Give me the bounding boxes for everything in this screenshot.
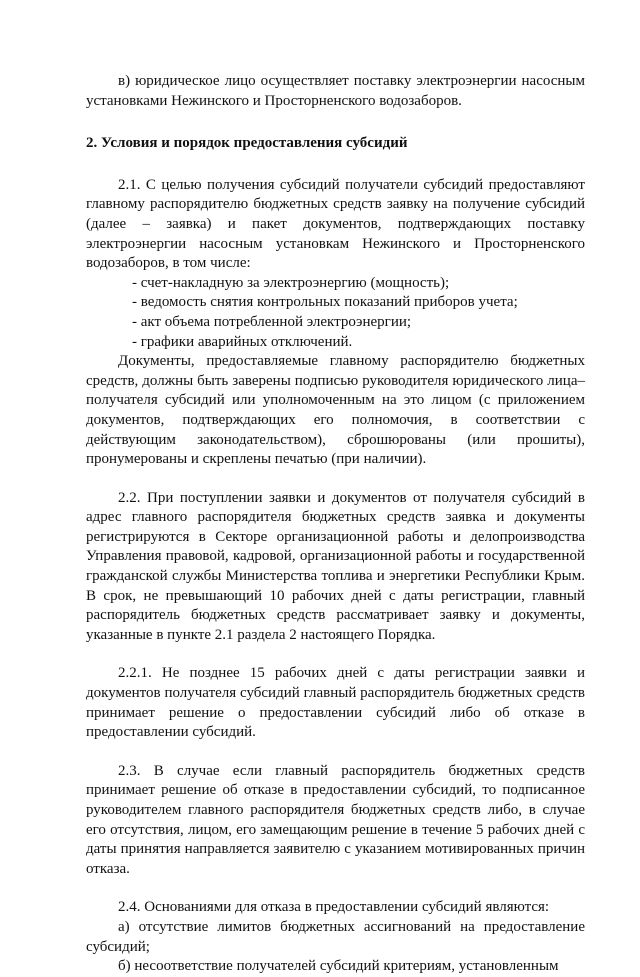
list-item: - ведомость снятия контрольных показаний приборов учета; (132, 294, 518, 311)
list-item: - акт объема потребленной электроэнергии; (132, 313, 412, 330)
section-heading: 2. Условия и порядок предоставления субсидий (86, 135, 408, 152)
list-item: - графики аварийных отключений. (132, 333, 353, 350)
paragraph-2-4-a: а) отсутствие лимитов бюджетных ассигнований на предоставление субсидий; (86, 918, 585, 955)
paragraph-v: в) юридическое лицо осуществляет поставку электроэнергии насосным установками Нежинского и Просторненского водозаборов. (86, 73, 585, 109)
paragraph-2-1: 2.1. С целью получения субсидий получатели субсидий предоставляют главному распорядителю бюджетных средств заявку на получение субсидий (далее – заявка) и пакет документов, подтверждающих поставку электроэнергии насосным установкам Нежинского и Просторненского водозаборов, в том числе: (86, 176, 585, 272)
paragraph-documents: Документы, предоставляемые главному распорядителю бюджетных средств, должны быть заверены подписью руководителя юридического лица–получателя субсидий или уполномоченным на это лицом (с приложением документов, подтверждающих его полномочия, в соответствии с действующим законодательством), сброшюрованы (или прошиты), пронумерованы и скреплены печатью (при наличии). (86, 353, 585, 468)
paragraph-2-4: 2.4. Основаниями для отказа в предоставлении субсидий являются: (118, 899, 550, 916)
paragraph-2-3: 2.3. В случае если главный распорядитель бюджетных средств принимает решение об отказе в предоставлении субсидий, то подписанное руководителем главного распорядителя бюджетных средств либо, в случае его отсутствия, лицом, его замещающим решение в течение 5 рабочих дней с даты принятия направляется заявителю с указанием мотивированных причин отказа. (86, 762, 585, 877)
paragraph-2-2-1: 2.2.1. Не позднее 15 рабочих дней с даты регистрации заявки и документов получателя субсидий главный распорядитель бюджетных средств принимает решение о предоставлении субсидий либо об отказе в предоставлении субсидий. (86, 665, 585, 741)
list-item: - счет-накладную за электроэнергию (мощность); (132, 274, 450, 291)
document-list (86, 274, 585, 352)
paragraph-2-2: 2.2. При поступлении заявки и документов от получателя субсидий в адрес главного распорядителя бюджетных средств заявка и документы регистрируются в Секторе организационной работы и делопроизводства Управления правовой, кадровой, организационной работы и государственной гражданской службы Министерства топлива и энергетики Республики Крым. В срок, не превышающий 10 рабочих дней с даты регистрации, главный распорядитель бюджетных средств рассматривает заявку и документы, указанные в пункте 2.1 раздела 2 настоящего Порядка. (86, 489, 585, 643)
paragraph-2-4-b: б) несоответствие получателей субсидий критериям, установленным (118, 958, 559, 975)
